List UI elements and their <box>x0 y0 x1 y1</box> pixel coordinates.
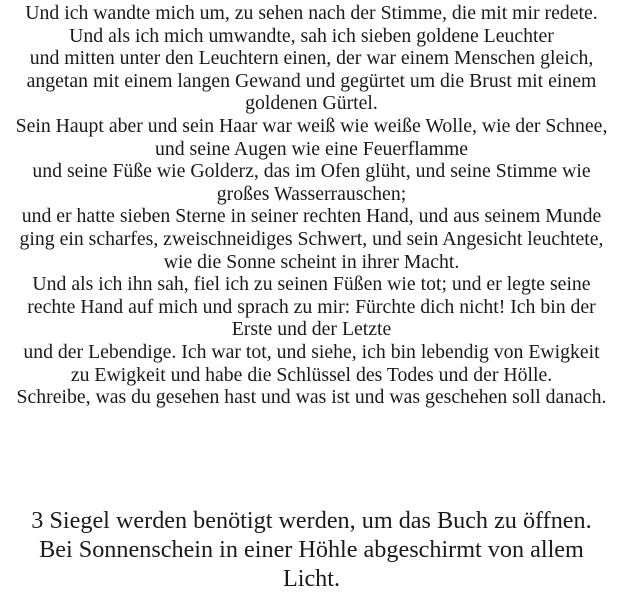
verse-line: und er hatte sieben Sterne in seiner rechten Hand, und aus seinem Munde <box>21 205 602 228</box>
verse-line: Erste und der Letzte <box>231 318 392 341</box>
verse-line: und mitten unter den Leuchtern einen, der war einem Menschen gleich, <box>29 47 594 70</box>
verse-line: großes Wasserrauschen; <box>216 182 407 205</box>
verse-line: Sein Haupt aber und sein Haar war weiß wie weiße Wolle, wie der Schnee, <box>15 114 608 137</box>
verse-line: wie die Sonne scheint in ihrer Macht. <box>163 250 460 273</box>
verse-text <box>0 2 623 409</box>
verse-line: Schreibe, was du gesehen hast und was ist und was geschehen soll danach. <box>16 386 607 409</box>
verse-line: und der Lebendige. Ich war tot, und siehe, ich bin lebendig von Ewigkeit <box>23 340 600 363</box>
verse-line: und seine Füße wie Golderz, das im Ofen glüht, und seine Stimme wie <box>32 160 591 183</box>
verse-line: angetan mit einem langen Gewand und gegürtet um die Brust mit einem <box>26 69 597 92</box>
verse-line: zu Ewigkeit und habe die Schlüssel des Todes und der Hölle. <box>70 363 553 386</box>
note-line: Licht. <box>282 565 341 592</box>
verse-line: und seine Augen wie eine Feuerflamme <box>154 137 469 160</box>
note-text <box>0 506 623 593</box>
verse-line: Und als ich mich umwandte, sah ich sieben goldene Leuchter <box>69 24 554 47</box>
note-line: Bei Sonnenschein in einer Höhle abgeschirmt von allem <box>39 536 584 563</box>
verse-line: rechte Hand auf mich und sprach zu mir: Fürchte dich nicht! Ich bin der <box>27 295 596 318</box>
verse-line: ging ein scharfes, zweischneidiges Schwert, und sein Angesicht leuchtete, <box>19 227 604 250</box>
verse-line: goldenen Gürtel. <box>245 92 378 115</box>
verse-line: Und ich wandte mich um, zu sehen nach der Stimme, die mit mir redete. <box>25 2 598 24</box>
verse-line: Und als ich ihn sah, fiel ich zu seinen Füßen wie tot; und er legte seine <box>32 273 591 296</box>
note-line: 3 Siegel werden benötigt werden, um das Buch zu öffnen. <box>31 507 592 534</box>
